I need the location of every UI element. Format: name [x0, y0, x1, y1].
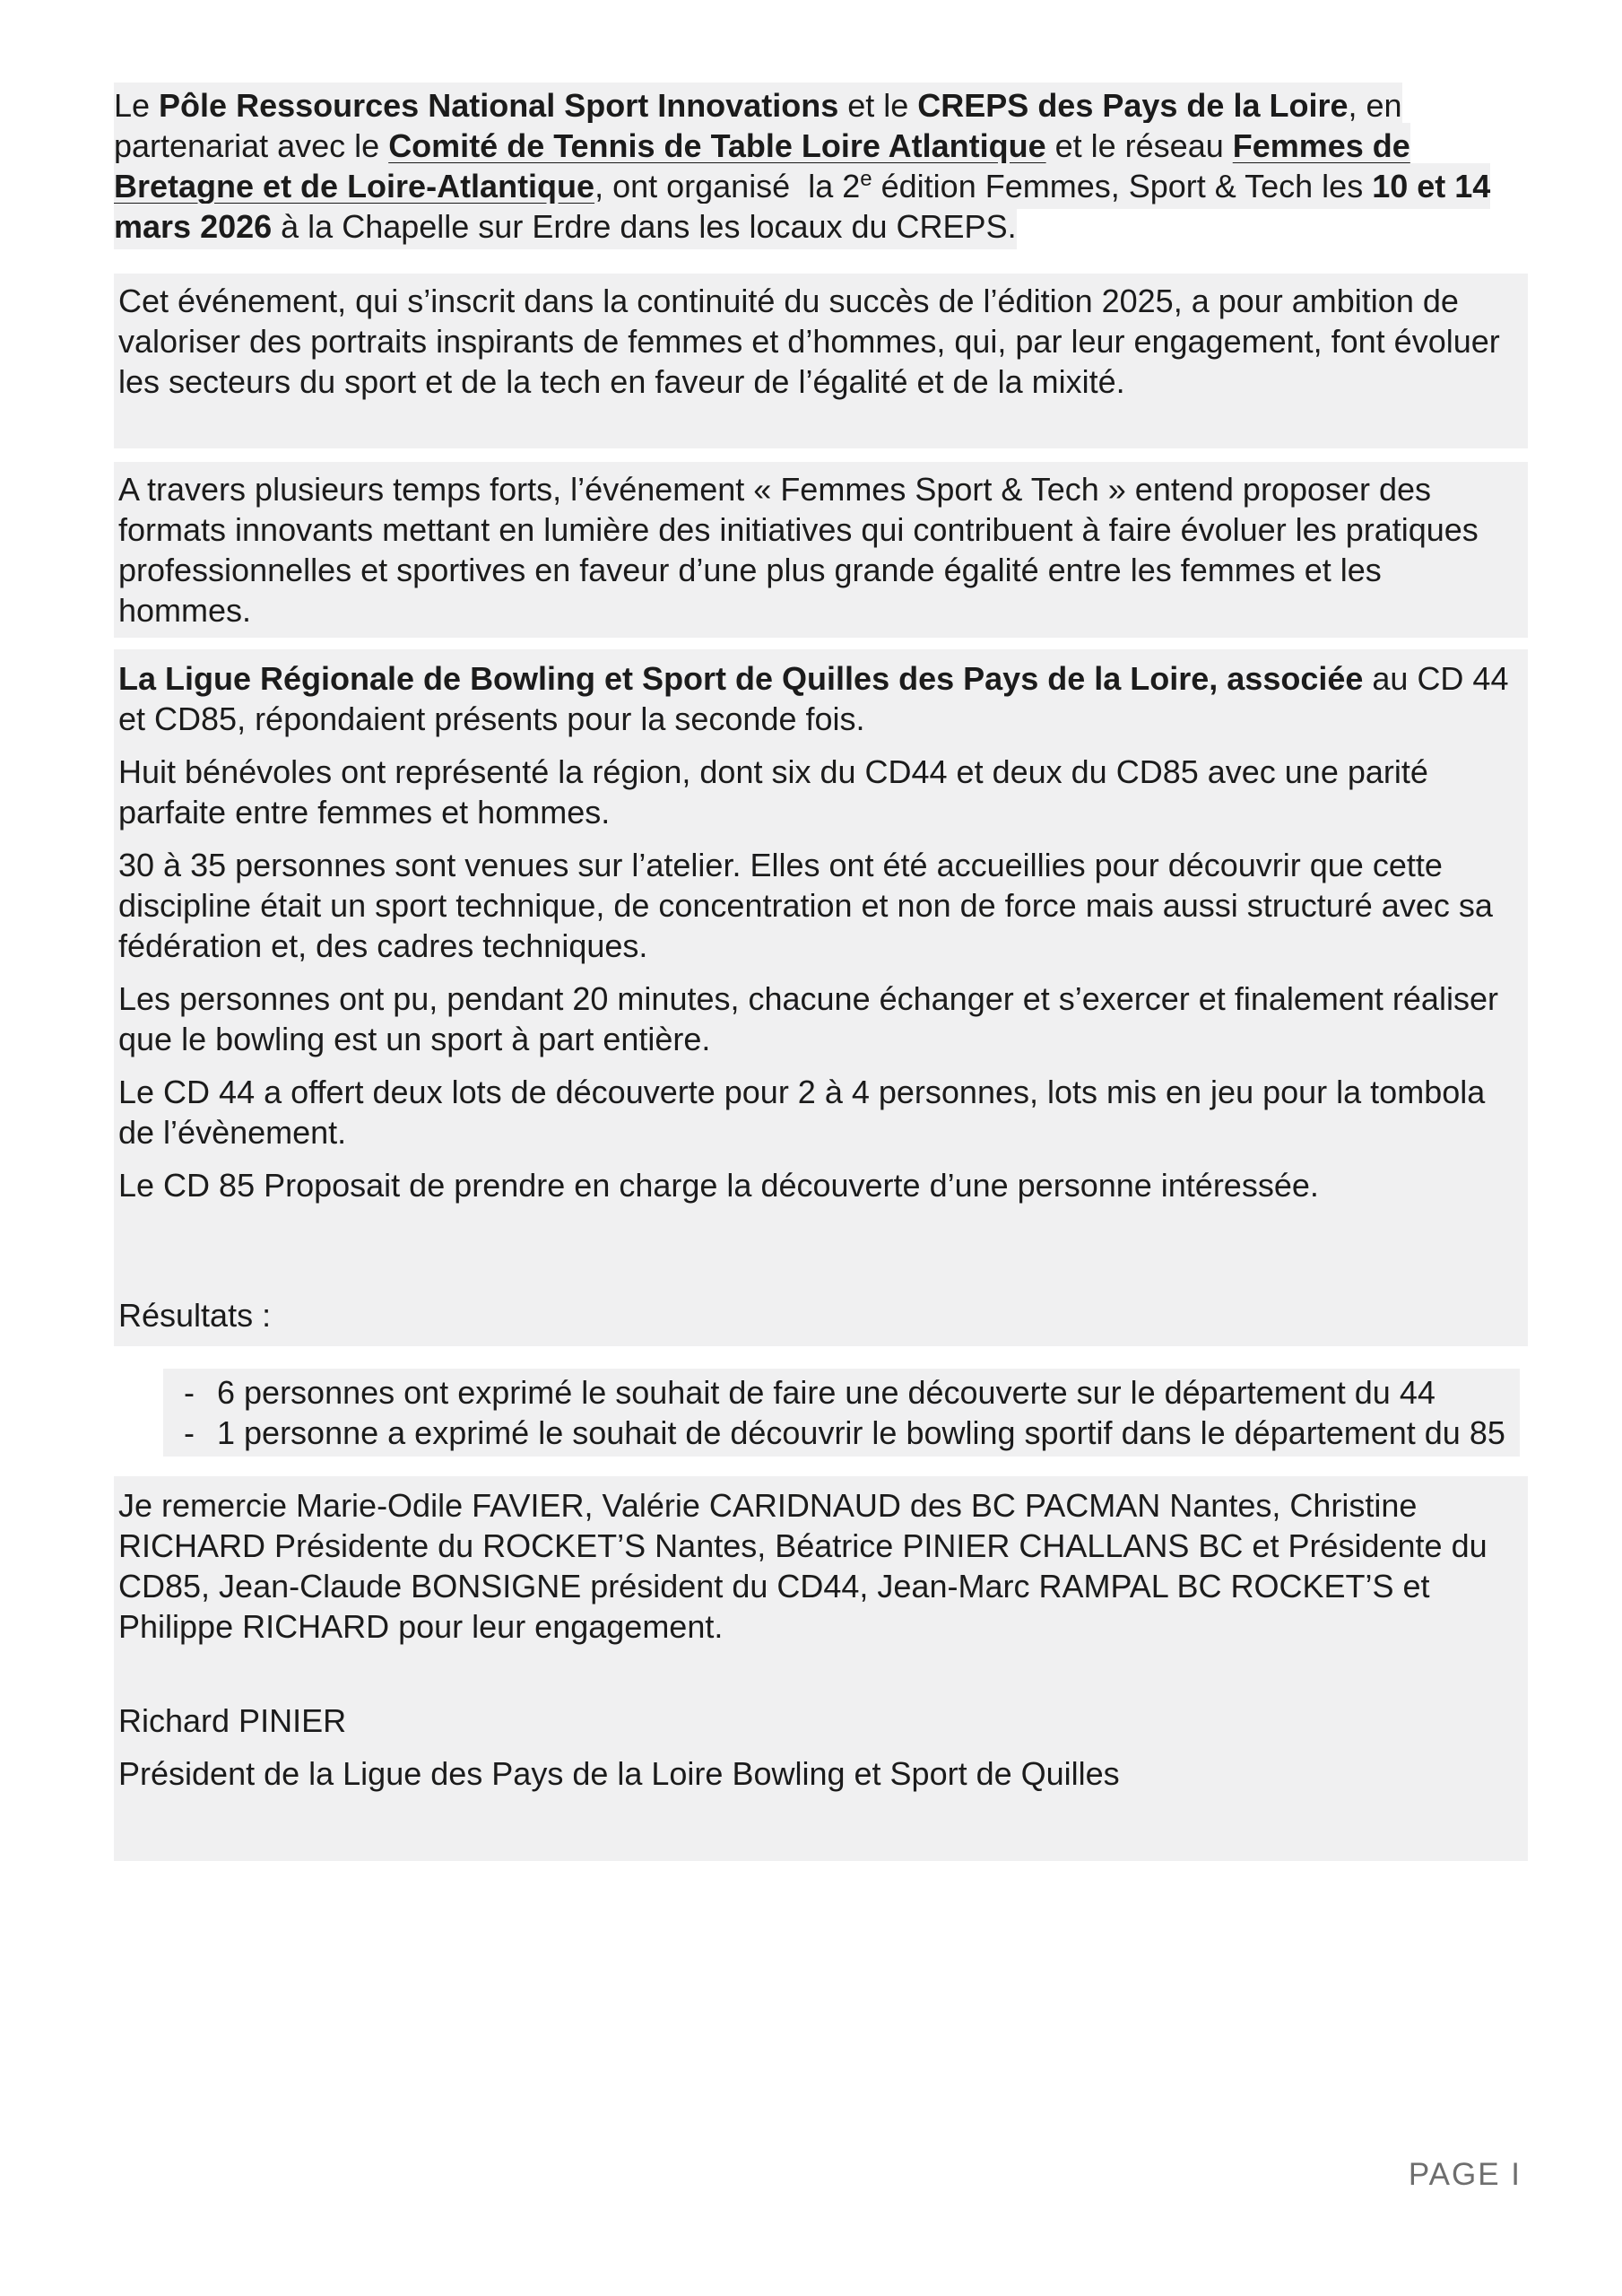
document-body [114, 85, 1528, 1861]
results-list [163, 1369, 1520, 1457]
paragraph-intro [114, 85, 1528, 247]
text-run-bold-underline: Femmes de Bretagne et de Loire-Atlantique [114, 127, 1410, 204]
list-item [163, 1372, 1512, 1413]
page-number-footer: PAGE I [1408, 2157, 1522, 2192]
list-item-text: 6 personnes ont exprimé le souhait de faire une découverte sur le département du 44 [217, 1374, 1436, 1411]
list-bullet-dash: - [184, 1374, 195, 1411]
text-run: et le réseau [1045, 127, 1233, 164]
text-run: au CD 44 et CD85, répondaient présents pour la seconde fois. [118, 660, 1509, 737]
paragraph-benevoles: Huit bénévoles ont représenté la région, dont six du CD44 et deux du CD85 avec une parité parfaite entre femmes et hommes. [118, 753, 1428, 831]
signature-title: Président de la Ligue des Pays de la Loire Bowling et Sport de Quilles [118, 1755, 1120, 1792]
list-item [163, 1413, 1512, 1453]
text-run-bold: 10 et 14 mars 2026 [114, 168, 1491, 245]
text-run: , ont organisé la 2 [594, 168, 861, 204]
signature-name: Richard PINIER [118, 1702, 347, 1739]
text-run: et le [838, 87, 918, 124]
text-run-bold: La Ligue Régionale de Bowling et Sport de Quilles des Pays de la Loire, associée [118, 660, 1364, 697]
list-item-text: 1 personne a exprimé le souhait de découvrir le bowling sportif dans le département du 85 [217, 1414, 1505, 1451]
paragraph-event-ambition: Cet événement, qui s’inscrit dans la continuité du succès de l’édition 2025, a pour ambition de valoriser des portraits inspirants de femmes et d’hommes, qui, par leur engagement, font évoluer les secteurs du sport et de la tech en faveur de l’égalité et de la mixité. [114, 274, 1528, 448]
paragraph-remerciements: Je remercie Marie-Odile FAVIER, Valérie CARIDNAUD des BC PACMAN Nantes, Christine RICHARD Présidente du ROCKET’S Nantes, Béatrice PINIER CHALLANS BC et Présidente du CD85, Jean-Claude BONSIGNE président du CD44, Jean-Marc RAMPAL BC ROCKET’S et Philippe RICHARD pour leur engagement. [118, 1487, 1488, 1645]
paragraph-cd85-decouverte: Le CD 85 Proposait de prendre en charge la découverte d’une personne intéressée. [118, 1167, 1319, 1204]
results-heading: Résultats : [118, 1297, 272, 1334]
paragraph-atelier: 30 à 35 personnes sont venues sur l’atelier. Elles ont été accueillies pour découvrir que cette discipline était un sport technique, de concentration et non de force mais aussi structuré avec sa fédération et, des cadres techniques. [118, 847, 1493, 964]
section-signature [114, 1476, 1528, 1861]
text-run-bold: CREPS des Pays de la Loire [917, 87, 1349, 124]
text-run-bold-underline: Comité de Tennis de Table Loire Atlantique [388, 127, 1046, 164]
paragraph-temps-forts: A travers plusieurs temps forts, l’événement « Femmes Sport & Tech » entend proposer des formats innovants mettant en lumière des initiatives qui contribuent à faire évoluer les pratiques professionnelles et sportives en faveur d’une plus grande égalité entre les femmes et les hommes. [114, 462, 1528, 638]
paragraph-vingt-minutes: Les personnes ont pu, pendant 20 minutes, chacune échanger et s’exercer et finalement réaliser que le bowling est un sport à part entière. [118, 980, 1498, 1057]
highlighted-text [114, 83, 1490, 249]
text-run: édition Femmes, Sport & Tech les [872, 168, 1373, 204]
paragraph-cd44-lots: Le CD 44 a offert deux lots de découverte pour 2 à 4 personnes, lots mis en jeu pour la tombola de l’évènement. [118, 1074, 1486, 1151]
superscript-e: e [860, 167, 872, 191]
text-run: à la Chapelle sur Erdre dans les locaux du CREPS. [272, 208, 1017, 245]
text-run-bold: Pôle Ressources National Sport Innovations [159, 87, 839, 124]
list-bullet-dash: - [184, 1414, 195, 1451]
text-run: Le [114, 87, 160, 124]
text-run: , en partenariat avec le [114, 87, 1402, 164]
paragraph-ligue [118, 658, 1520, 739]
section-bowling-report [114, 649, 1528, 1346]
